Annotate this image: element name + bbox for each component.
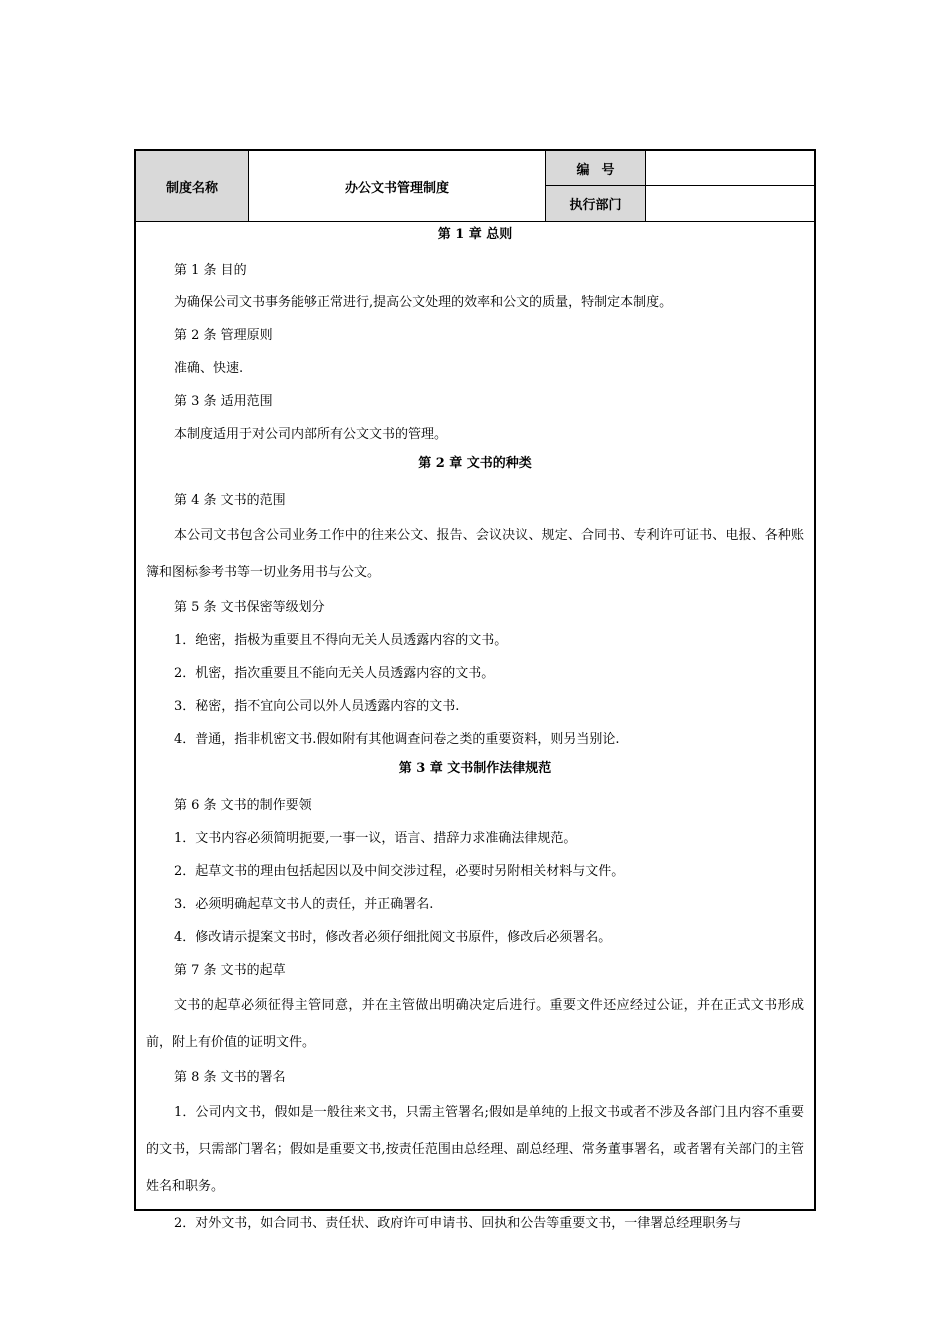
text-line: 第 3 条 适用范围 [174, 394, 273, 409]
chapter-heading: 第 3 章 文书制作法律规范 [398, 761, 552, 776]
document-body [136, 222, 814, 1242]
dept-value [646, 186, 814, 221]
text-line: 4．普通，指非机密文书.假如附有其他调查问卷之类的重要资料，则另当别论. [174, 732, 620, 747]
text-line: 2．起草文书的理由包括起因以及中间交涉过程，必要时另附相关材料与文件。 [174, 864, 625, 879]
document-table [134, 149, 816, 1231]
code-label: 编号 [546, 151, 646, 186]
text-line: 第 8 条 文书的署名 [174, 1070, 286, 1085]
code-value [646, 151, 814, 186]
text-line: 第 2 条 管理原则 [174, 328, 273, 343]
name-value: 办公文书管理制度 [249, 151, 546, 221]
text-line: 1．绝密，指极为重要且不得向无关人员透露内容的文书。 [174, 633, 508, 648]
paragraph: 本公司文书包含公司业务工作中的往来公文、报告、会议决议、规定、合同书、专利许可证书、电报、各种账簿和图标参考书等一切业务用书与公文。 [146, 528, 804, 580]
text-line: 3．必须明确起草文书人的责任，并正确署名. [174, 897, 434, 912]
text-line: 第 5 条 文书保密等级划分 [174, 600, 325, 615]
text-line: 1．文书内容必须简明扼要,一事一议，语言、措辞力求准确法律规范。 [174, 831, 577, 846]
text-line: 第 7 条 文书的起草 [174, 963, 286, 978]
text-line: 4．修改请示提案文书时，修改者必须仔细批阅文书原件，修改后必须署名。 [174, 930, 612, 945]
text-line: 准确、快速. [174, 361, 244, 376]
header-row [136, 151, 814, 222]
chapter-heading: 第 1 章 总则 [437, 227, 513, 242]
text-line: 本制度适用于对公司内部所有公文文书的管理。 [174, 427, 448, 442]
text-line: 第 6 条 文书的制作要领 [174, 798, 312, 813]
paragraph: 1．公司内文书，假如是一般往来文书，只需主管署名;假如是单纯的上报文书或者不涉及各部门且内容不重要的文书，只需部门署名；假如是重要文书,按责任范围由总经理、副总经理、常务董事署名，或者署有关部门的主管姓名和职务。 [146, 1105, 804, 1194]
chapter-heading: 第 2 章 文书的种类 [418, 456, 532, 471]
text-line: 2．机密，指次重要且不能向无关人员透露内容的文书。 [174, 666, 495, 681]
text-line: 为确保公司文书事务能够正常进行,提高公文处理的效率和公文的质量，特制定本制度。 [174, 295, 673, 310]
paragraph: 文书的起草必须征得主管同意，并在主管做出明确决定后进行。重要文件还应经过公证，并在正式文书形成前，附上有价值的证明文件。 [146, 998, 804, 1050]
text-line: 3．秘密，指不宜向公司以外人员透露内容的文书. [174, 699, 460, 714]
text-line: 第 1 条 目的 [174, 263, 247, 278]
paragraph: 2．对外文书，如合同书、责任状、政府许可申请书、回执和公告等重要文书，一律署总经理职务与 [174, 1216, 742, 1231]
dept-label: 执行部门 [546, 186, 646, 221]
text-line: 第 4 条 文书的范围 [174, 493, 286, 508]
name-label: 制度名称 [136, 151, 249, 221]
